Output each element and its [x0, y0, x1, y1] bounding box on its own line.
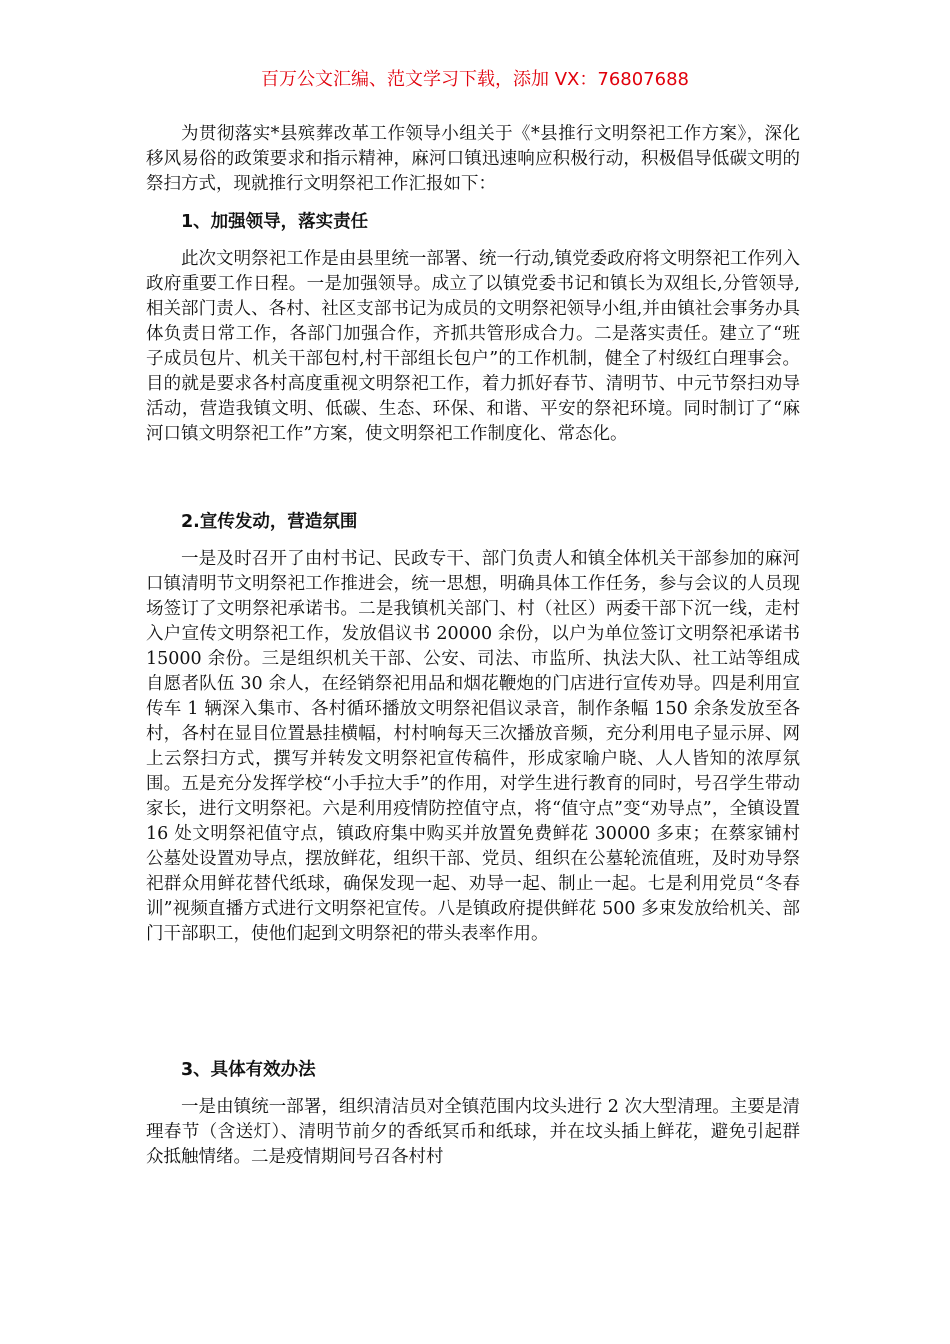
section-1-paragraph: 此次文明祭祀工作是由县里统一部署、统一行动,镇党委政府将文明祭祀工作列入政府重要工作日程。一是加强领导。成立了以镇党委书记和镇长为双组长,分管领导,相关部门责人、各村、社区支部书记为成员的文明祭祀领导小组,并由镇社会事务办具体负责日常工作，各部门加强合作，齐抓共管形成合力。二是落实责任。建立了“班子成员包片、机关干部包村,村干部组长包户”的工作机制，健全了村级红白理事会。目的就是要求各村高度重视文明祭祀工作，着力抓好春节、清明节、中元节祭扫劝导活动，营造我镇文明、低碳、生态、环保、和谐、平安的祭祀环境。同时制订了“麻河口镇文明祭祀工作”方案，使文明祭祀工作制度化、常态化。 [146, 249, 800, 444]
section-2-paragraph: 一是及时召开了由村书记、民政专干、部门负责人和镇全体机关干部参加的麻河口镇清明节文明祭祀工作推进会，统一思想，明确具体工作任务，参与会议的人员现场签订了文明祭祀承诺书。二是我镇机关部门、村（社区）两委干部下沉一线，走村入户宣传文明祭祀工作，发放倡议书 20000 余份，以户为单位签订文明祭祀承诺书 15000 余份。三是组织机关干部、公安、司法、市监所、执法大队、社工站等组成自愿者队伍 30 余人，在经销祭祀用品和烟花鞭炮的门店进行宣传劝导。四是利用宣传车 1 辆深入集市、各村循环播放文明祭祀倡议录音，制作条幅 150 余条发放至各村，各村在显目位置悬挂横幅，村村响每天三次播放音频，充分利用电子显示屏、网上云祭扫方式，撰写并转发文明祭祀宣传稿件，形成家喻户晓、人人皆知的浓厚氛围。五是充分发挥学校“小手拉大手”的作用，对学生进行教育的同时，号召学生带动家长，进行文明祭祀。六是利用疫情防控值守点，将“值守点”变“劝导点”，全镇设置 16 处文明祭祀值守点，镇政府集中购买并放置免费鲜花 30000 多束；在蔡家铺村公墓处设置劝导点，摆放鲜花，组织干部、党员、组织在公墓轮流值班，及时劝导祭祀群众用鲜花替代纸球，确保发现一起、劝导一起、制止一起。七是利用党员“冬春训”视频直播方式进行文明祭祀宣传。八是镇政府提供鲜花 500 多束发放给机关、部门干部职工，使他们起到文明祭祀的带头表率作用。 [146, 549, 800, 944]
section-2-heading: 2.宣传发动，营造氛围 [181, 512, 358, 532]
section-1-heading: 1、加强领导，落实责任 [181, 212, 369, 232]
intro-paragraph: 为贯彻落实*县殡葬改革工作领导小组关于《*县推行文明祭祀工作方案》，深化移风易俗的政策要求和指示精神，麻河口镇迅速响应积极行动，积极倡导低碳文明的祭扫方式，现就推行文明祭祀工作汇报如下： [146, 124, 800, 194]
section-3-heading: 3、具体有效办法 [181, 1060, 316, 1080]
section-3-paragraph: 一是由镇统一部署，组织清洁员对全镇范围内坟头进行 2 次大型清理。主要是清理春节（含送灯）、清明节前夕的香纸冥币和纸球，并在坟头插上鲜花，避免引起群众抵触情绪。二是疫情期间号召各村村 [146, 1097, 800, 1167]
document-body [146, 122, 800, 1175]
watermark-banner: 百万公文汇编、范文学习下载，添加 VX：76807688 [261, 69, 689, 90]
